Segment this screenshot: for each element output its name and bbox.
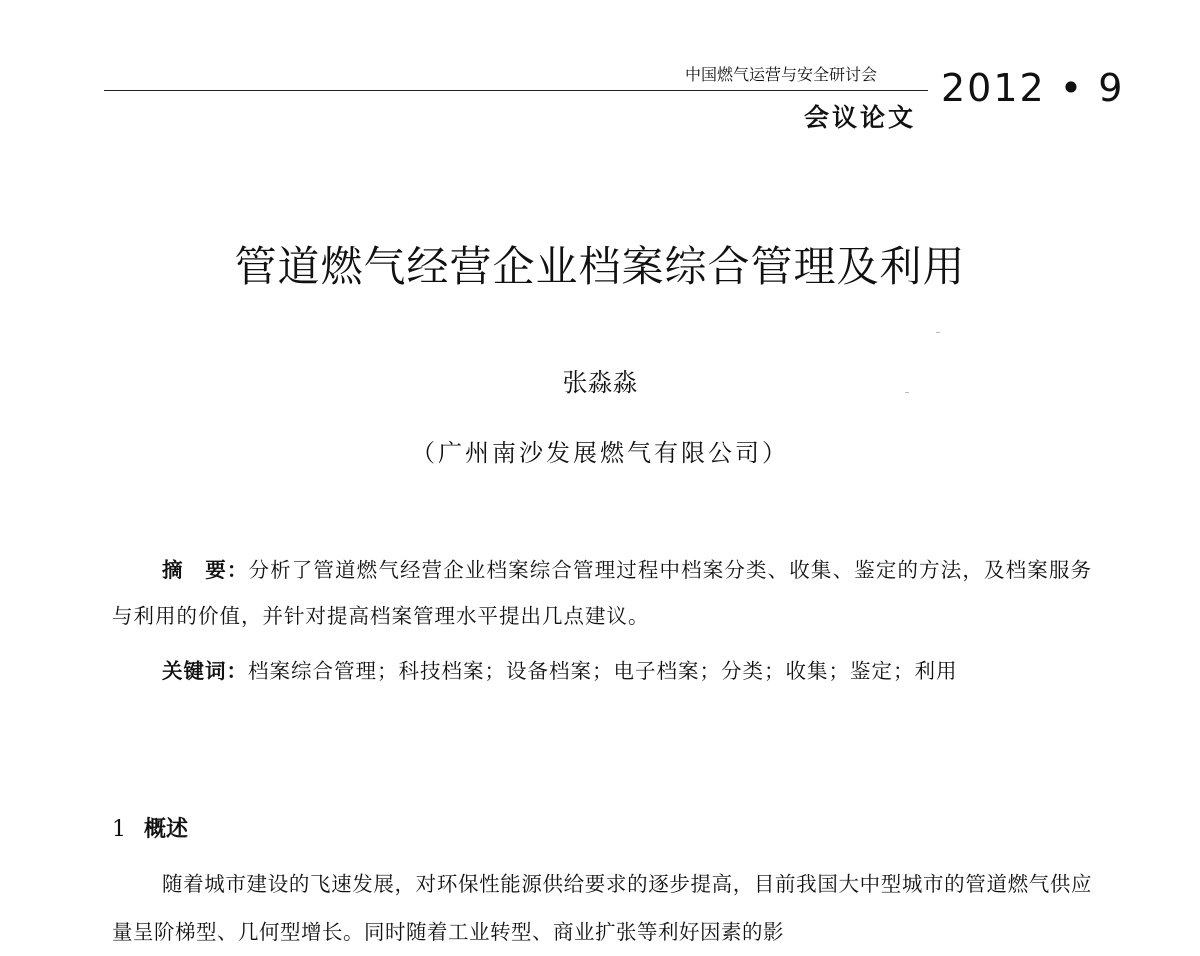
abstract-text: 分析了管道燃气经营企业档案综合管理过程中档案分类、收集、鉴定的方法，及档案服务与利用的价值，并针对提高档案管理水平提出几点建议。 (112, 558, 1093, 628)
keywords-text: 档案综合管理；科技档案；设备档案；电子档案；分类；收集；鉴定；利用 (248, 659, 958, 683)
header-issue: 2012 • 9 (941, 66, 1125, 110)
header-org: 中国燃气运营与安全研讨会 (685, 65, 878, 84)
section-number: 1 (112, 817, 126, 842)
header-doc-type: 会议论文 (804, 103, 917, 132)
scan-speck (936, 332, 940, 333)
section-heading (112, 812, 188, 843)
section-body-text: 随着城市建设的飞速发展，对环保性能源供给要求的逐步提高，目前我国大中型城市的管道燃气供应量呈阶梯型、几何型增长。同时随着工业转型、商业扩张等利好因素的影 (112, 872, 1092, 944)
abstract (112, 547, 1092, 639)
section-title: 概述 (144, 816, 189, 842)
header-rule (104, 90, 928, 91)
keywords-label: 关键词： (162, 659, 248, 683)
author-name: 张淼淼 (562, 368, 638, 397)
keywords (112, 648, 1092, 694)
paper-title: 管道燃气经营企业档案综合管理及利用 (234, 242, 966, 291)
abstract-label: 摘 要： (162, 558, 249, 582)
author-affiliation: （广州南沙发展燃气有限公司） (411, 439, 789, 467)
scan-speck (905, 392, 909, 393)
